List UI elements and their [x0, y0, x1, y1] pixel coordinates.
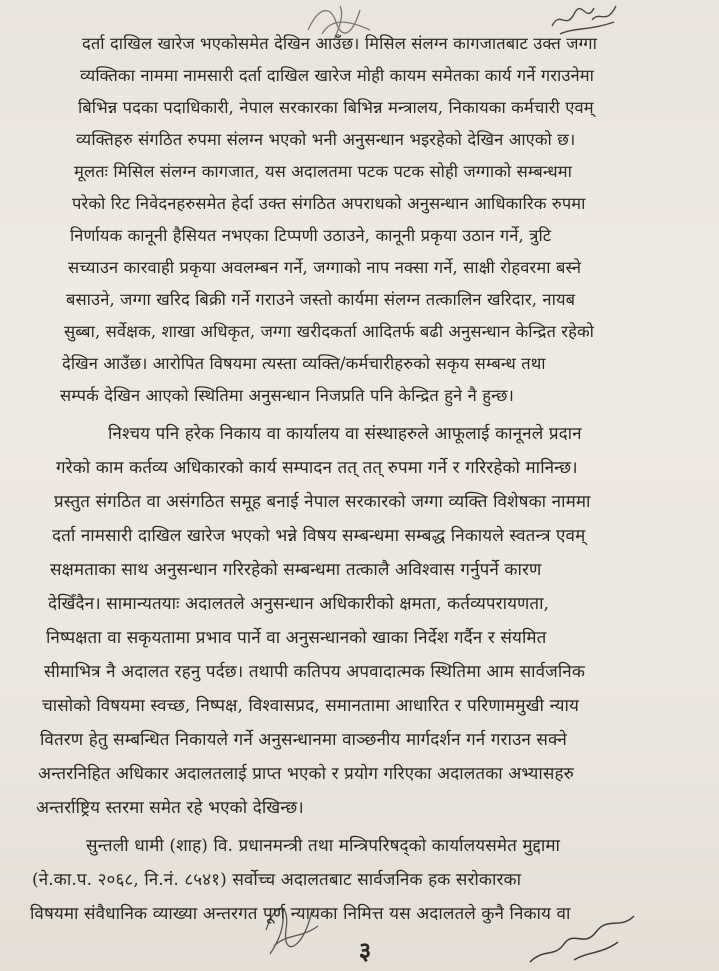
text-line-21: चासोको विषयमा स्वच्छ, निष्पक्ष, विश्वासप्रद, समानतामा आधारित र परिणाममुखी न्याय [42, 696, 580, 716]
text-line-20: सीमाभित्र नै अदालत रहनु पर्दछ। तथापी कतिपय अपवादात्मक स्थितिमा आम सार्वजनिक [44, 662, 585, 682]
text-line-7: निर्णायक कानूनी हैसियत नभएका टिप्पणी उठाउने, कानूनी प्रकृया उठान गर्ने, त्रुटि [70, 226, 552, 245]
text-line-6: परेको रिट निवेदनहरुसमेत हेर्दा उक्त संगठित अपराधको अनुसन्धान आधिकारिक रुपमा [72, 194, 586, 213]
text-line-1: दर्ता दाखिल खारेज भएकोसमेत देखिन आउँछ। मिसिल संलग्न कागजातबाट उक्त जग्गा [82, 34, 597, 53]
text-line-19: निष्पक्षता वा सकृयतामा प्रभाव पार्ने वा अनुसन्धानको खाका निर्देश गर्दैन र संयमित [46, 628, 547, 648]
text-line-10: सुब्बा, सर्वेक्षक, शाखा अधिकृत, जग्गा खरीदकर्ता आदितर्फ बढी अनुसन्धान केन्द्रित रहेको [64, 322, 595, 341]
text-line-9: बसाउने, जग्गा खरिद बिक्री गर्ने गराउने जस्तो कार्यमा संलग्न तत्कालिन खरिदार, नायब [66, 290, 576, 309]
text-line-11: देखिन आउँछ। आरोपित विषयमा त्यस्ता व्यक्ति/कर्मचारीहरुको सकृय सम्बन्ध तथा [62, 354, 546, 373]
text-line-12: सम्पर्क देखिन आएको स्थितिमा अनुसन्धान निजप्रति पनि केन्द्रित हुने नै हुन्छ। [60, 386, 514, 405]
text-line-24: अन्तर्राष्ट्रिय स्तरमा समेत रहे भएको देखिन्छ। [36, 798, 304, 818]
text-line-17: सक्षमताका साथ अनुसन्धान गरिरहेको सम्बन्धमा तत्कालै अविश्वास गर्नुपर्ने कारण [50, 560, 542, 580]
text-line-25: सुन्तली धामी (शाह) वि. प्रधानमन्त्री तथा मन्त्रिपरिषद्को कार्यालयसमेत मुद्दामा [86, 836, 561, 856]
text-line-5: मूलतः मिसिल संलग्न कागजात, यस अदालतमा पटक पटक सोही जग्गाको सम्बन्धमा [74, 162, 572, 181]
text-line-3: बिभिन्न पदका पदाधिकारी, नेपाल सरकारका बिभिन्न मन्त्रालय, निकायका कर्मचारी एवम् [78, 98, 594, 117]
text-line-22: वितरण हेतु सम्बन्धित निकायले गर्ने अनुसन्धानमा वाञ्छनीय मार्गदर्शन गर्न गराउन सक्ने [40, 730, 567, 750]
text-line-27: विषयमा संवैधानिक व्याख्या अन्तरगत पूर्ण न्यायका निमित्त यस अदालतले कुनै निकाय वा [30, 904, 571, 924]
text-line-13: निश्चय पनि हरेक निकाय वा कार्यालय वा संस्थाहरुले आफूलाई कानूनले प्रदान [108, 424, 582, 444]
text-line-15: प्रस्तुत संगठित वा असंगठित समूह बनाई नेपाल सरकारको जग्गा व्यक्ति विशेषका नाममा [54, 492, 591, 512]
text-line-4: व्यक्तिहरु संगठित रुपमा संलग्न भएको भनी अनुसन्धान भइरहेको देखिन आएको छ। [76, 130, 576, 149]
text-line-26: (ने.का.प. २०६८, नि.नं. ८५४१) सर्वोच्च अदालतबाट सार्वजनिक हक सरोकारका [32, 870, 522, 890]
text-line-2: व्यक्तिका नाममा नामसारी दर्ता दाखिल खारेज मोही कायम समेतका कार्य गर्ने गराउनेमा [80, 66, 594, 85]
text-line-8: सच्याउन कारवाही प्रकृया अवलम्बन गर्ने, जग्गाको नाप नक्सा गर्ने, साक्षी रोहवरमा बस्ने [68, 258, 582, 277]
text-line-18: देखिँदैन। सामान्यतयाः अदालतले अनुसन्धान अधिकारीको क्षमता, कर्तव्यपरायणता, [48, 594, 550, 614]
page-number: ३ [358, 936, 372, 965]
text-line-16: दर्ता नामसारी दाखिल खारेज भएको भन्ने विषय सम्बन्धमा सम्बद्ध निकायले स्वतन्त्र एवम् [52, 526, 586, 546]
text-line-23: अन्तरनिहित अधिकार अदालतलाई प्राप्त भएको र प्रयोग गरिएका अदालतका अभ्यासहरु [38, 764, 574, 784]
text-line-14: गरेको काम कर्तव्य अधिकारको कार्य सम्पादन तत् तत् रुपमा गर्ने र गरिरहेको मानिन्छ। [56, 458, 578, 478]
